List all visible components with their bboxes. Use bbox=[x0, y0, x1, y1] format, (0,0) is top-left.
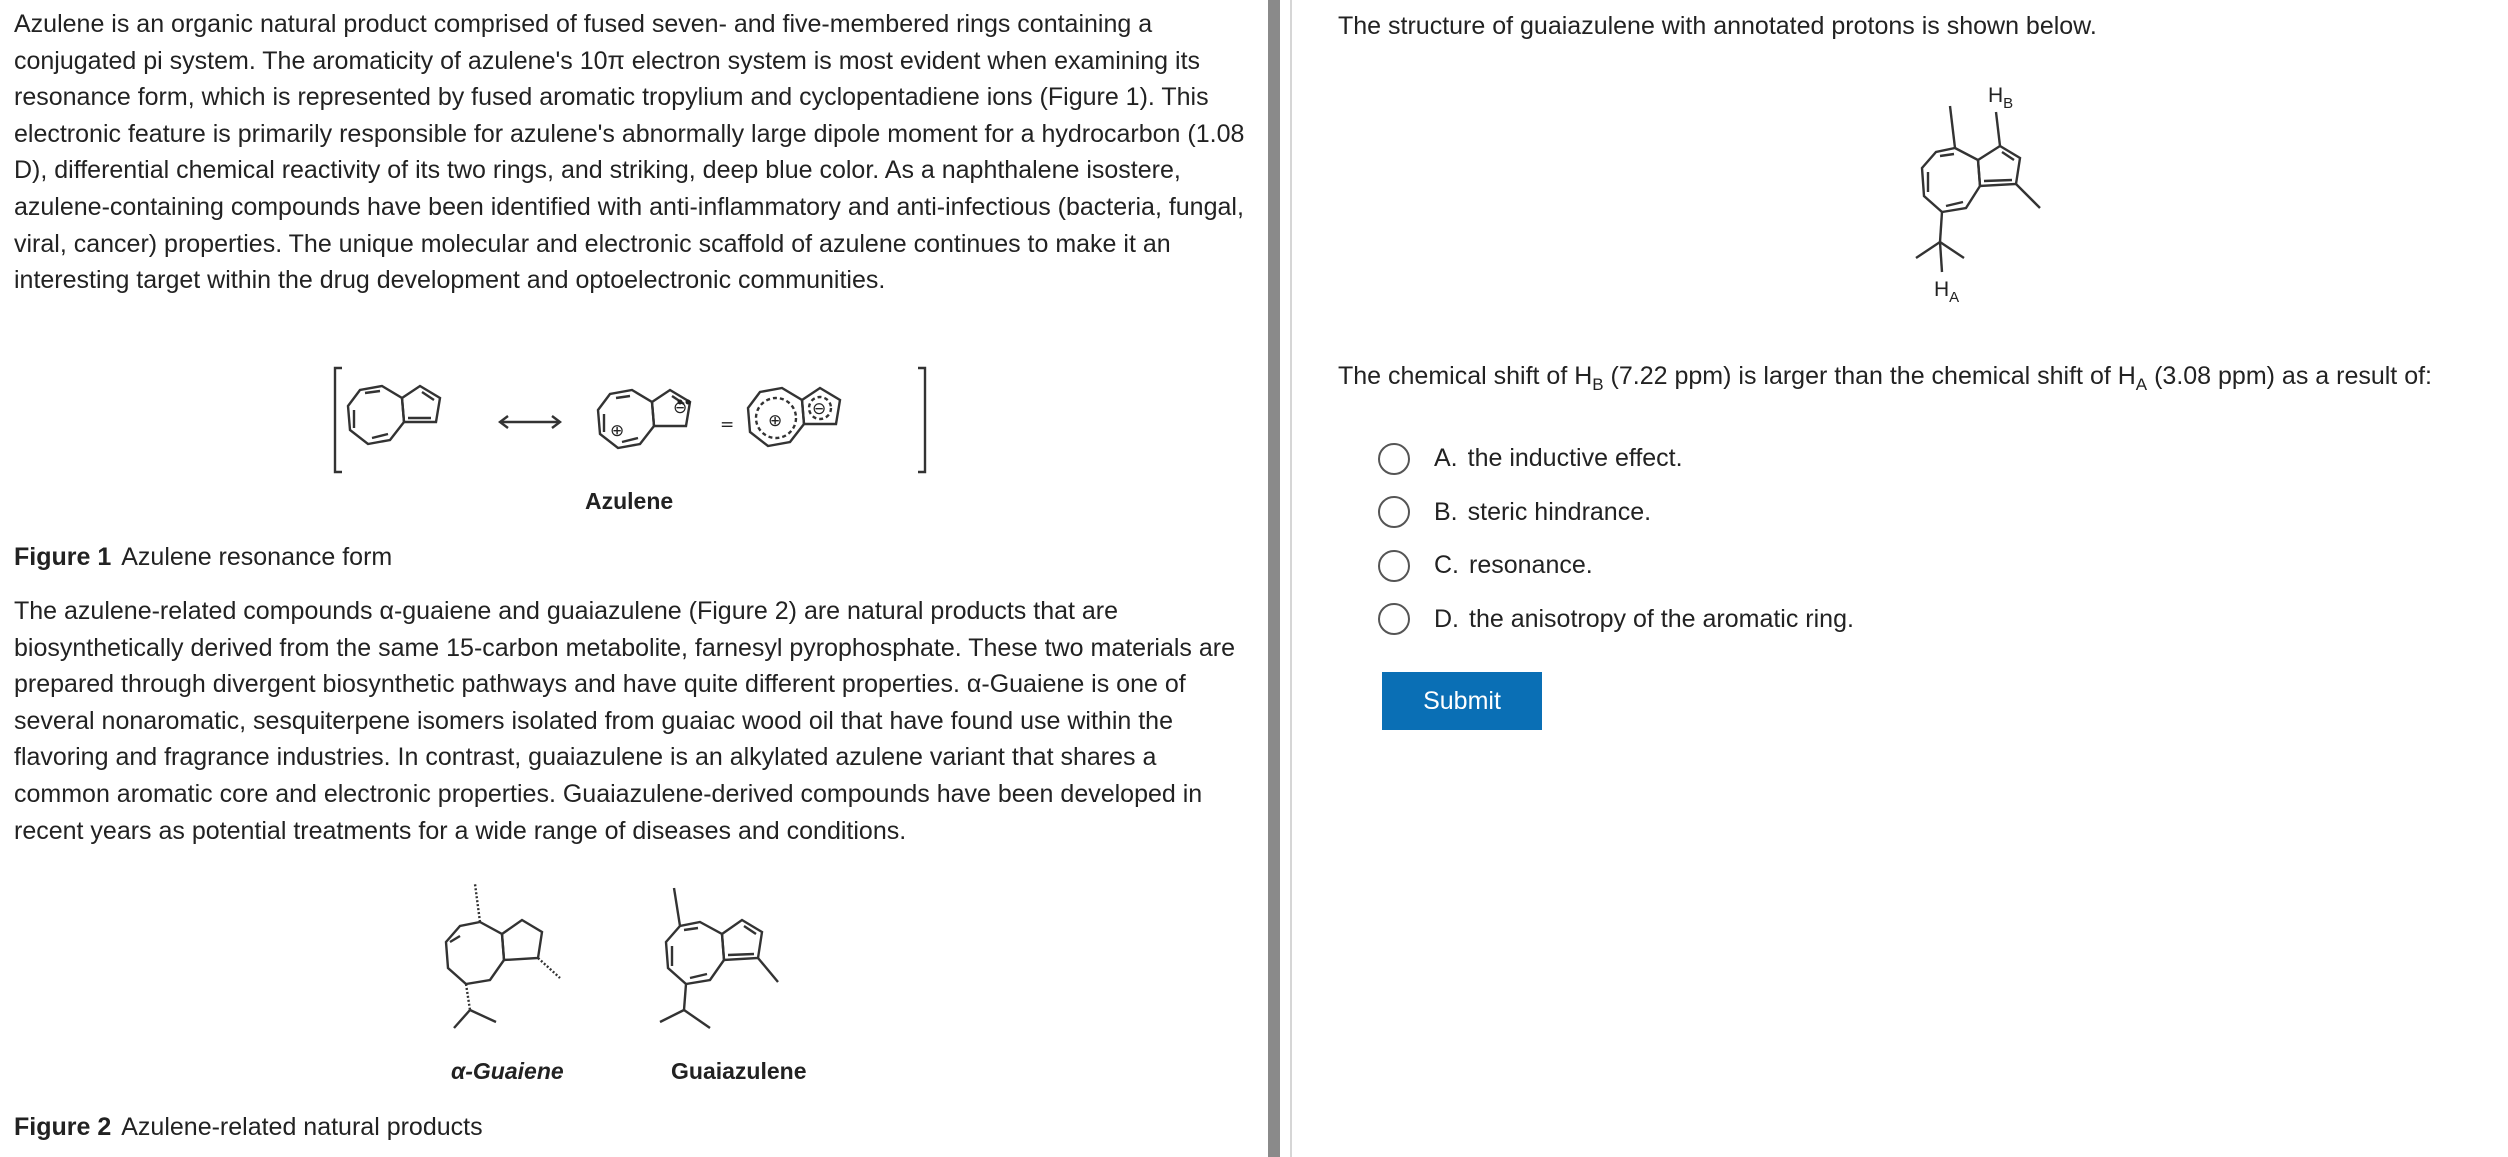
option-c-radio[interactable] bbox=[1378, 550, 1410, 582]
passage-paragraph-1: Azulene is an organic natural product comprised of fused seven- and five-membered rings containing a conjugated pi system. The aromaticity of azulene's 10π electron system is most evident when examining its resonance form, which is represented by fused aromatic tropylium and cyclopentadiene ions (Figure 1). This electronic feature is primarily responsible for azulene's abnormally large dipole moment for a hydrocarbon (1.08 D), differential chemical reactivity of its two rings, and striking, deep blue color. As a naphthalene isostere, azulene-containing compounds have been identified with anti-inflammatory and anti-infectious (bacteria, fungal, viral, cancer) properties. The unique molecular and electronic scaffold of azulene continues to make it an interesting target within the drug development and optoelectronic communities. bbox=[14, 10, 1245, 295]
submit-button[interactable]: Submit bbox=[1382, 672, 1542, 730]
figure-2-number: Figure 2 bbox=[14, 1113, 112, 1141]
question-stem: The chemical shift of $H_B$ (7.22 ppm) is larger than the chemical shift of $H_A$ (3.08 ppm) as a result of: bbox=[1338, 362, 2432, 394]
option-a-text: the inductive effect. bbox=[1467, 444, 1683, 473]
option-b-radio[interactable] bbox=[1378, 496, 1410, 528]
option-a-letter: A. bbox=[1434, 444, 1458, 473]
option-d-letter: D. bbox=[1434, 604, 1459, 633]
azulene-resonance-figure bbox=[330, 360, 930, 500]
option-d[interactable] bbox=[1378, 593, 1854, 647]
alpha-guaiene-label: α-Guaiene bbox=[451, 1058, 564, 1084]
option-b[interactable] bbox=[1378, 486, 1854, 540]
answer-options bbox=[1378, 432, 1854, 646]
azulene-structure-2 bbox=[598, 390, 654, 448]
minus-charge-1: ⊖ bbox=[673, 398, 688, 418]
option-c-letter: C. bbox=[1434, 551, 1459, 580]
question-pane bbox=[1292, 0, 2508, 1157]
equals-sign: = bbox=[720, 415, 735, 435]
passage-paragraph-2: The azulene-related compounds α-guaiene and guaiazulene (Figure 2) are natural products that are biosynthetically derived from the same 15-carbon metabolite, farnesyl pyrophosphate. These two materials are prepared through divergent biosynthetic pathways and have quite different properties. α-Guaiene is one of several nonaromatic, sesquiterpene isomers isolated from guaiac wood oil that have found use within the flavoring and fragrance industries. In contrast, guaiazulene is an alkylated azulene variant that shares a common aromatic core and electronic properties. Guaiazulene-derived compounds have been developed in recent years as potential treatments for a wide range of diseases and conditions. bbox=[14, 597, 1235, 845]
proton-ha-label: $H_A$ bbox=[1934, 278, 1960, 306]
right-bracket bbox=[918, 368, 925, 472]
figure-1-caption-text: Azulene resonance form bbox=[121, 543, 393, 571]
plus-charge-2: ⊕ bbox=[768, 411, 783, 431]
figure-1-label: Azulene bbox=[585, 488, 674, 514]
option-b-text: steric hindrance. bbox=[1467, 497, 1652, 526]
minus-charge-2: ⊖ bbox=[812, 399, 827, 419]
natural-products-figure bbox=[420, 870, 840, 1050]
option-a-radio[interactable] bbox=[1378, 443, 1410, 475]
figure-2-caption-text: Azulene-related natural products bbox=[121, 1113, 483, 1141]
option-c[interactable] bbox=[1378, 539, 1854, 593]
alpha-guaiene-structure bbox=[446, 884, 560, 1028]
question-intro: The structure of guaiazulene with annotated protons is shown below. bbox=[1338, 12, 2097, 40]
figure-1-caption bbox=[14, 543, 392, 572]
guaiazulene-annotated-structure bbox=[1882, 68, 2082, 338]
guaiazulene-structure bbox=[660, 888, 778, 1028]
option-d-text: the anisotropy of the aromatic ring. bbox=[1469, 604, 1854, 633]
azulene-structure-1 bbox=[348, 386, 404, 444]
option-a[interactable] bbox=[1378, 432, 1854, 486]
pane-splitter[interactable] bbox=[1268, 0, 1280, 1157]
figure-2-caption bbox=[14, 1113, 483, 1142]
option-c-text: resonance. bbox=[1469, 551, 1593, 580]
figure-1-number: Figure 1 bbox=[14, 543, 112, 571]
proton-hb-label: $H_B$ bbox=[1988, 84, 2014, 112]
option-d-radio[interactable] bbox=[1378, 603, 1410, 635]
left-bracket bbox=[335, 368, 342, 472]
plus-charge-1: ⊕ bbox=[610, 421, 625, 441]
guaiazulene-label: Guaiazulene bbox=[671, 1058, 807, 1084]
option-b-letter: B. bbox=[1434, 497, 1458, 526]
